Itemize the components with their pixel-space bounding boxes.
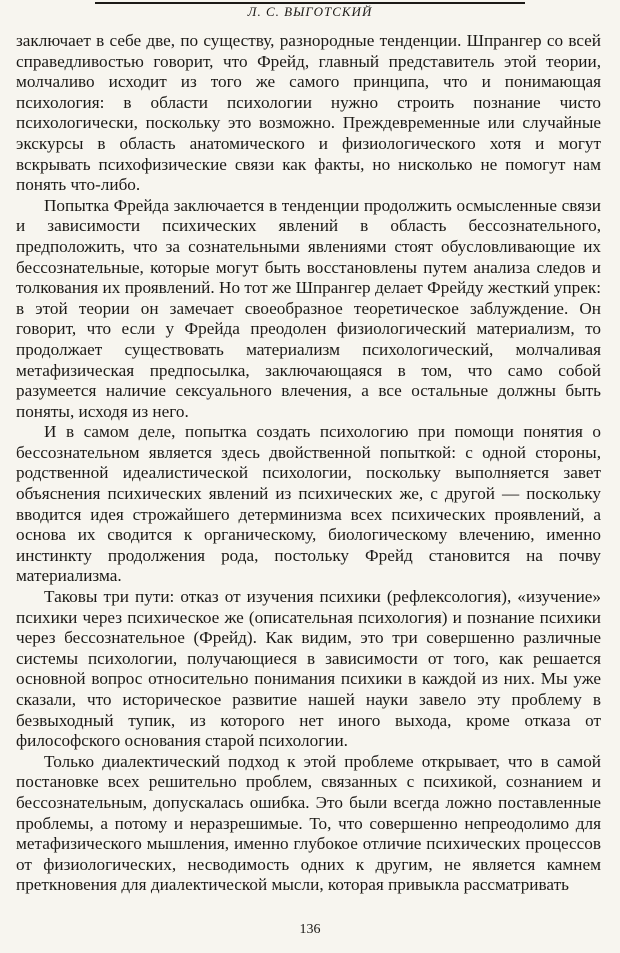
paragraph-3: И в самом деле, попытка создать психологию при помощи понятия о бессознательном является здесь двойственной попыткой: с одной стороны, родственной идеалистической психологии, поскольку выполняется завет объяснения психических явлений из психических же, с другой — поскольку вводится идея строжайшего детерминизма всех психических проявлений, а основа их сводится к органическому, биологическому влечению, именно инстинкту продолжения рода, постольку Фрейд становится на почву материализма. — [16, 422, 601, 586]
body-text — [16, 31, 601, 896]
running-head: Л. С. ВЫГОТСКИЙ — [247, 4, 373, 19]
paragraph-2: Попытка Фрейда заключается в тенденции продолжить осмысленные связи и зависимости психических явлений в область бессознательного, предположить, что за сознательными явлениями стоят обусловливающие их бессознательные, которые могут быть восстановлены путем анализа следов и толкования их проявлений. Но тот же Шпрангер делает Фрейду жесткий упрек: в этой теории он замечает своеобразное теоретическое заблуждение. Он говорит, что если у Фрейда преодолен физиологический материализм, то продолжает существовать материализм психологический, молчаливая метафизическая предпосылка, заключающаяся в том, что само собой разумеется наличие сексуального влечения, а все остальные должны быть поняты, исходя из него. — [16, 195, 601, 421]
paragraph-1: заключает в себе две, по существу, разнородные тенденции. Шпрангер со всей справедливостью говорит, что Фрейд, главный представитель этой теории, молчаливо исходит из того же самого принципа, что и понимающая психология: в области психологии нужно строить познание чисто психологически, поскольку это возможно. Преждевременные или случайные экскурсы в область анатомического и физиологического хотя и могут вскрывать психофизические связи как факты, но нисколько не помогут нам понять что-либо. — [16, 31, 601, 195]
paragraph-4: Таковы три пути: отказ от изучения психики (рефлексология), «изучение» психики через психическое же (описательная психология) и познание психики через бессознательное (Фрейд). Как видим, это три совершенно различные системы психологии, получающиеся в зависимости от того, как решается основной вопрос относительно понимания психики в каждой из них. Мы уже сказали, что историческое развитие нашей науки завело эту проблему в безвыходный тупик, из которого нет иного выхода, кроме отказа от философского основания старой психологии. — [16, 587, 601, 751]
paragraph-5: Только диалектический подход к этой проблеме открывает, что в самой постановке всех решительно проблем, связанных с психикой, сознанием и бессознательным, допускалась ошибка. Это были всегда ложно поставленные проблемы, а потому и неразрешимые. То, что совершенно непреодолимо для метафизического мышления, именно глубокое отличие психических процессов от физиологических, несводимость одних к другим, не является камнем преткновения для диалектической мысли, которая привыкла рассматривать — [16, 751, 601, 895]
page-number: 136 — [299, 922, 321, 937]
